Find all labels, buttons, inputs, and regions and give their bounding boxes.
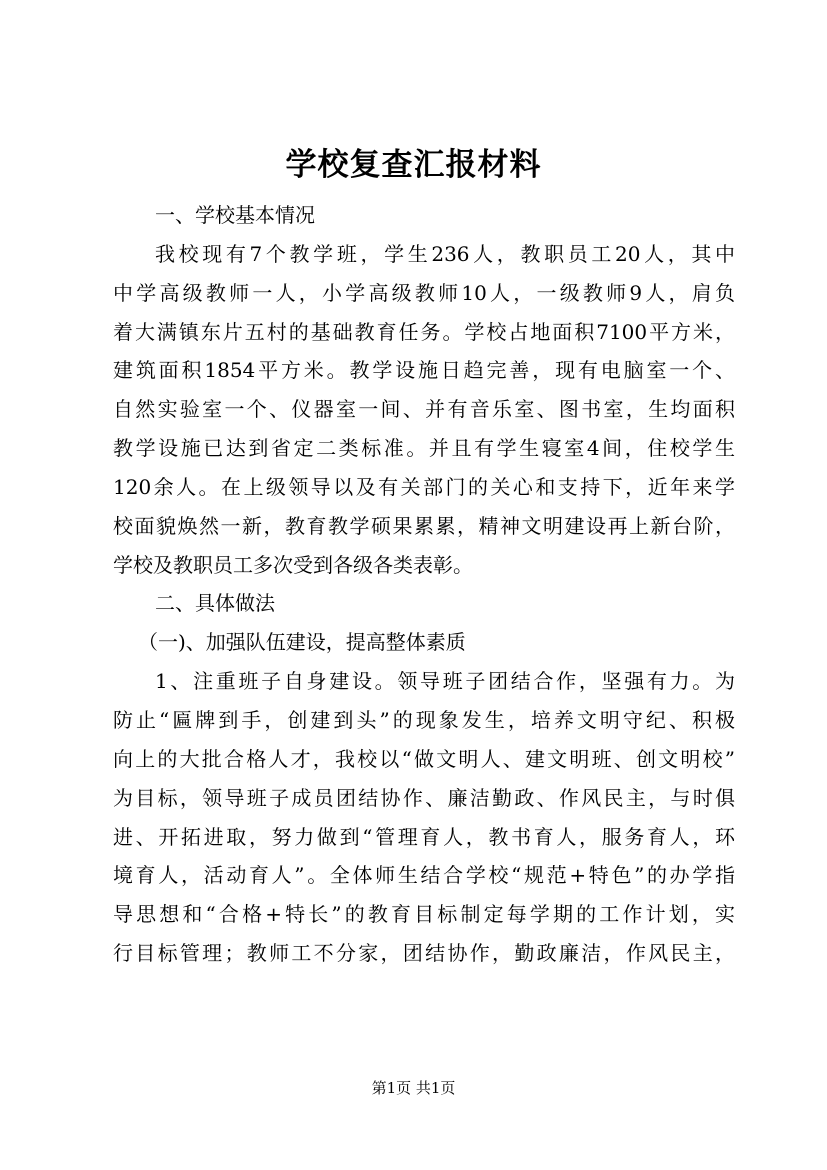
paragraph-line: 校面貌焕然一新，教育教学硕果累累，精神文明建设再上新台阶， xyxy=(113,513,735,538)
paragraph-line: 1、注重班子自身建设。领导班子团结合作，坚强有力。为 xyxy=(155,669,735,694)
paragraph-line: 境育人，活动育人”。全体师生结合学校“规范+特色”的办学指 xyxy=(113,863,735,888)
paragraph-line: 着大满镇东片五村的基础教育任务。学校占地面积7100平方米， xyxy=(113,319,735,344)
paragraph-line: 我校现有7个教学班，学生236人，教职员工20人，其中 xyxy=(155,241,735,266)
paragraph-line: 向上的大批合格人才，我校以“做文明人、建文明班、创文明校” xyxy=(113,746,735,771)
document-body xyxy=(113,196,735,973)
paragraph-line: 学校及教职员工多次受到各级各类表彰。 xyxy=(113,552,473,577)
paragraph-line: 为目标，领导班子成员团结协作、廉洁勤政、作风民主，与时俱 xyxy=(113,785,735,810)
paragraph-line: 进、开拓进取，努力做到“管理育人，教书育人，服务育人，环 xyxy=(113,824,735,849)
paragraph-line: 中学高级教师一人，小学高级教师10人，一级教师9人，肩负 xyxy=(113,280,735,305)
sub-heading-team-building: （一)、加强队伍建设，提高整体素质 xyxy=(138,630,466,655)
paragraph-line: 120余人。在上级领导以及有关部门的关心和支持下，近年来学 xyxy=(113,474,735,499)
document-title: 学校复查汇报材料 xyxy=(285,147,542,183)
page-number-footer: 第1页 共1页 xyxy=(371,1079,456,1097)
paragraph-line: 自然实验室一个、仪器室一间、并有音乐室、图书室，生均面积 xyxy=(113,397,735,422)
paragraph-line: 导思想和“合格+特长”的教育目标制定每学期的工作计划，实 xyxy=(113,902,735,927)
paragraph-line: 行目标管理；教师工不分家，团结协作，勤政廉洁，作风民主， xyxy=(113,941,735,966)
paragraph-line: 教学设施已达到省定二类标准。并且有学生寝室4间，住校学生 xyxy=(113,436,735,461)
section-heading-methods: 二、具体做法 xyxy=(155,591,275,616)
section-heading-basic-info: 一、学校基本情况 xyxy=(155,203,315,227)
paragraph-line: 建筑面积1854平方米。教学设施日趋完善，现有电脑室一个、 xyxy=(113,358,735,383)
paragraph-line: 防止“匾牌到手，创建到头”的现象发生，培养文明守纪、积极 xyxy=(113,707,735,732)
